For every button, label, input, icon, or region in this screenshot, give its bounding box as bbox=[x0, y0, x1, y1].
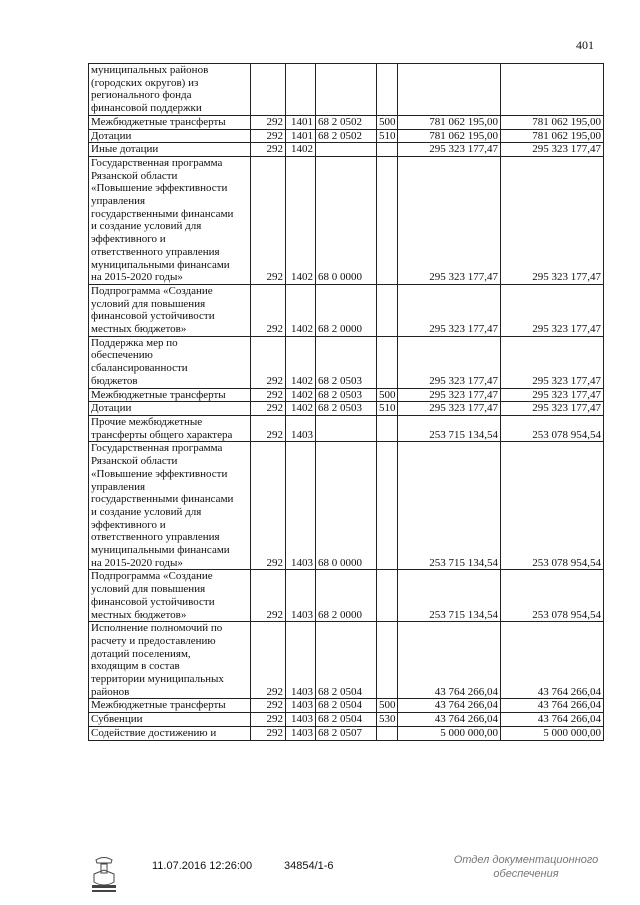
row-amount-2018-cell: 295 323 177,47 bbox=[501, 402, 604, 416]
row-amount-2017-cell: 781 062 195,00 bbox=[398, 129, 501, 143]
row-name-cell: Субвенции bbox=[89, 713, 251, 727]
table-row bbox=[89, 115, 604, 129]
row-section-cell: 1403 bbox=[286, 622, 316, 699]
table-row bbox=[89, 143, 604, 157]
row-code-cell: 292 bbox=[251, 336, 286, 388]
row-amount-2018-cell: 253 078 954,54 bbox=[501, 570, 604, 622]
table-row bbox=[89, 570, 604, 622]
row-section-cell: 1402 bbox=[286, 284, 316, 336]
table-row bbox=[89, 699, 604, 713]
row-amount-2018-cell: 295 323 177,47 bbox=[501, 156, 604, 284]
row-amount-2018-cell: 295 323 177,47 bbox=[501, 388, 604, 402]
row-amount-2017-cell: 295 323 177,47 bbox=[398, 402, 501, 416]
registration-timestamp: 11.07.2016 12:26:00 bbox=[152, 860, 253, 872]
table-row bbox=[89, 415, 604, 441]
row-expense-type-cell: 500 bbox=[377, 115, 398, 129]
row-target-article-cell: 68 2 0503 bbox=[316, 336, 377, 388]
row-expense-type-cell: 510 bbox=[377, 129, 398, 143]
row-code-cell: 292 bbox=[251, 388, 286, 402]
row-target-article-cell bbox=[316, 143, 377, 157]
row-expense-type-cell: 500 bbox=[377, 699, 398, 713]
row-amount-2017-cell: 43 764 266,04 bbox=[398, 622, 501, 699]
row-section-cell: 1402 bbox=[286, 143, 316, 157]
row-expense-type-cell bbox=[377, 726, 398, 740]
row-code-cell: 292 bbox=[251, 129, 286, 143]
row-code-cell: 292 bbox=[251, 156, 286, 284]
row-target-article-cell bbox=[316, 64, 377, 116]
row-target-article-cell: 68 2 0504 bbox=[316, 622, 377, 699]
row-target-article-cell: 68 2 0000 bbox=[316, 284, 377, 336]
row-target-article-cell: 68 0 0000 bbox=[316, 156, 377, 284]
row-name-cell: Дотации bbox=[89, 402, 251, 416]
row-code-cell: 292 bbox=[251, 143, 286, 157]
row-code-cell: 292 bbox=[251, 284, 286, 336]
row-code-cell: 292 bbox=[251, 622, 286, 699]
row-target-article-cell: 68 2 0507 bbox=[316, 726, 377, 740]
row-name-cell: Дотации bbox=[89, 129, 251, 143]
row-section-cell: 1402 bbox=[286, 402, 316, 416]
row-code-cell: 292 bbox=[251, 115, 286, 129]
row-name-cell: Исполнение полномочий по расчету и предоставлению дотаций поселениям, входящим в состав территории муниципальных районов bbox=[89, 622, 251, 699]
table-row bbox=[89, 442, 604, 570]
department-stamp bbox=[446, 853, 606, 881]
row-amount-2018-cell: 253 078 954,54 bbox=[501, 415, 604, 441]
table-row bbox=[89, 726, 604, 740]
row-target-article-cell: 68 2 0502 bbox=[316, 115, 377, 129]
budget-table bbox=[88, 63, 604, 741]
row-amount-2018-cell: 781 062 195,00 bbox=[501, 115, 604, 129]
row-expense-type-cell bbox=[377, 284, 398, 336]
row-amount-2017-cell: 781 062 195,00 bbox=[398, 115, 501, 129]
row-amount-2018-cell: 295 323 177,47 bbox=[501, 336, 604, 388]
row-amount-2017-cell: 43 764 266,04 bbox=[398, 699, 501, 713]
row-target-article-cell: 68 2 0503 bbox=[316, 402, 377, 416]
row-target-article-cell: 68 2 0504 bbox=[316, 699, 377, 713]
coat-of-arms-icon bbox=[84, 854, 124, 894]
row-amount-2017-cell: 253 715 134,54 bbox=[398, 415, 501, 441]
row-amount-2018-cell: 295 323 177,47 bbox=[501, 284, 604, 336]
row-expense-type-cell: 510 bbox=[377, 402, 398, 416]
row-name-cell: Межбюджетные трансферты bbox=[89, 115, 251, 129]
row-amount-2018-cell: 43 764 266,04 bbox=[501, 699, 604, 713]
row-expense-type-cell bbox=[377, 622, 398, 699]
row-expense-type-cell bbox=[377, 415, 398, 441]
table-row bbox=[89, 713, 604, 727]
table-row bbox=[89, 284, 604, 336]
row-amount-2017-cell: 295 323 177,47 bbox=[398, 284, 501, 336]
row-amount-2017-cell: 43 764 266,04 bbox=[398, 713, 501, 727]
row-amount-2018-cell: 253 078 954,54 bbox=[501, 442, 604, 570]
row-amount-2018-cell: 295 323 177,47 bbox=[501, 143, 604, 157]
row-section-cell: 1403 bbox=[286, 699, 316, 713]
row-name-cell: Подпрограмма «Создание условий для повышения финансовой устойчивости местных бюджетов» bbox=[89, 284, 251, 336]
row-expense-type-cell bbox=[377, 156, 398, 284]
row-code-cell: 292 bbox=[251, 699, 286, 713]
row-section-cell: 1401 bbox=[286, 115, 316, 129]
row-section-cell bbox=[286, 64, 316, 116]
table-row bbox=[89, 129, 604, 143]
row-name-cell: Прочие межбюджетные трансферты общего характера bbox=[89, 415, 251, 441]
row-code-cell: 292 bbox=[251, 570, 286, 622]
document-number: 34854/1-6 bbox=[284, 860, 334, 872]
row-code-cell: 292 bbox=[251, 713, 286, 727]
row-name-cell: муниципальных районов (городских округов) из регионального фонда финансовой поддержки bbox=[89, 64, 251, 116]
row-target-article-cell: 68 0 0000 bbox=[316, 442, 377, 570]
row-code-cell: 292 bbox=[251, 415, 286, 441]
row-expense-type-cell bbox=[377, 143, 398, 157]
row-code-cell: 292 bbox=[251, 402, 286, 416]
row-section-cell: 1402 bbox=[286, 388, 316, 402]
page-footer bbox=[0, 852, 640, 902]
row-expense-type-cell bbox=[377, 64, 398, 116]
row-target-article-cell: 68 2 0504 bbox=[316, 713, 377, 727]
row-amount-2017-cell bbox=[398, 64, 501, 116]
row-section-cell: 1403 bbox=[286, 415, 316, 441]
row-amount-2018-cell: 5 000 000,00 bbox=[501, 726, 604, 740]
department-stamp-text: Отдел документационного обеспечения bbox=[453, 854, 599, 880]
row-name-cell: Государственная программа Рязанской области «Повышение эффективности управления государственными финансами и создание условий для эффективного и ответственного управления муниципальными финансами на 2015-2020 годы» bbox=[89, 156, 251, 284]
row-section-cell: 1403 bbox=[286, 726, 316, 740]
row-target-article-cell: 68 2 0000 bbox=[316, 570, 377, 622]
row-expense-type-cell bbox=[377, 336, 398, 388]
row-amount-2018-cell: 781 062 195,00 bbox=[501, 129, 604, 143]
row-amount-2017-cell: 253 715 134,54 bbox=[398, 570, 501, 622]
table-row bbox=[89, 388, 604, 402]
table-row bbox=[89, 402, 604, 416]
row-name-cell: Содействие достижению и bbox=[89, 726, 251, 740]
row-code-cell: 292 bbox=[251, 442, 286, 570]
page-number: 401 bbox=[576, 38, 594, 52]
row-expense-type-cell bbox=[377, 570, 398, 622]
row-name-cell: Государственная программа Рязанской области «Повышение эффективности управления государственными финансами и создание условий для эффективного и ответственного управления муниципальными финансами на 2015-2020 годы» bbox=[89, 442, 251, 570]
row-amount-2018-cell: 43 764 266,04 bbox=[501, 713, 604, 727]
row-section-cell: 1402 bbox=[286, 336, 316, 388]
row-amount-2017-cell: 5 000 000,00 bbox=[398, 726, 501, 740]
row-amount-2017-cell: 253 715 134,54 bbox=[398, 442, 501, 570]
table-row bbox=[89, 64, 604, 116]
row-target-article-cell: 68 2 0502 bbox=[316, 129, 377, 143]
table-row bbox=[89, 336, 604, 388]
row-target-article-cell: 68 2 0503 bbox=[316, 388, 377, 402]
row-name-cell: Подпрограмма «Создание условий для повышения финансовой устойчивости местных бюджетов» bbox=[89, 570, 251, 622]
row-target-article-cell bbox=[316, 415, 377, 441]
table-row bbox=[89, 622, 604, 699]
row-name-cell: Поддержка мер по обеспечению сбалансированности бюджетов bbox=[89, 336, 251, 388]
row-section-cell: 1403 bbox=[286, 713, 316, 727]
row-section-cell: 1403 bbox=[286, 442, 316, 570]
row-code-cell: 292 bbox=[251, 726, 286, 740]
row-amount-2018-cell: 43 764 266,04 bbox=[501, 622, 604, 699]
table-row bbox=[89, 156, 604, 284]
row-amount-2017-cell: 295 323 177,47 bbox=[398, 143, 501, 157]
row-amount-2017-cell: 295 323 177,47 bbox=[398, 156, 501, 284]
row-name-cell: Межбюджетные трансферты bbox=[89, 699, 251, 713]
row-expense-type-cell: 500 bbox=[377, 388, 398, 402]
row-amount-2018-cell bbox=[501, 64, 604, 116]
row-expense-type-cell: 530 bbox=[377, 713, 398, 727]
row-section-cell: 1401 bbox=[286, 129, 316, 143]
row-section-cell: 1403 bbox=[286, 570, 316, 622]
budget-table-body bbox=[89, 64, 604, 741]
row-expense-type-cell bbox=[377, 442, 398, 570]
row-amount-2017-cell: 295 323 177,47 bbox=[398, 336, 501, 388]
row-name-cell: Иные дотации bbox=[89, 143, 251, 157]
row-name-cell: Межбюджетные трансферты bbox=[89, 388, 251, 402]
row-amount-2017-cell: 295 323 177,47 bbox=[398, 388, 501, 402]
row-section-cell: 1402 bbox=[286, 156, 316, 284]
row-code-cell bbox=[251, 64, 286, 116]
